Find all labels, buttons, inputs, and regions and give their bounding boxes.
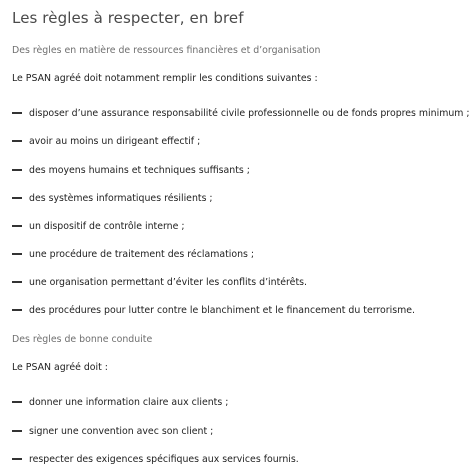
list-item-text: une organisation permettant d’éviter les conflits d’intérêts. bbox=[29, 276, 307, 288]
list-item bbox=[12, 191, 213, 205]
list-item bbox=[12, 134, 200, 148]
list-item-text: des procédures pour lutter contre le blanchiment et le financement du terrorisme. bbox=[29, 304, 416, 316]
list-item bbox=[12, 275, 307, 289]
list-item bbox=[12, 395, 228, 409]
dash-bullet-icon bbox=[12, 140, 22, 141]
list-item bbox=[12, 424, 213, 438]
list-item-text: une procédure de traitement des réclamations ; bbox=[29, 248, 255, 260]
section-heading-conduct: Des règles de bonne conduite bbox=[12, 334, 153, 345]
dash-bullet-icon bbox=[12, 309, 22, 310]
list-item bbox=[12, 163, 250, 177]
section-heading-financial: Des règles en matière de ressources financières et d’organisation bbox=[12, 45, 321, 56]
dash-bullet-icon bbox=[12, 430, 22, 431]
list-item-text: des systèmes informatiques résilients ; bbox=[29, 192, 213, 204]
dash-bullet-icon bbox=[12, 225, 22, 226]
dash-bullet-icon bbox=[12, 169, 22, 170]
list-item bbox=[12, 106, 470, 120]
list-item bbox=[12, 303, 415, 317]
list-item-text: un dispositif de contrôle interne ; bbox=[29, 220, 185, 232]
page-title: Les règles à respecter, en bref bbox=[12, 9, 244, 27]
dash-bullet-icon bbox=[12, 458, 22, 459]
list-item-text: avoir au moins un dirigeant effectif ; bbox=[29, 135, 201, 147]
list-item bbox=[12, 247, 254, 261]
dash-bullet-icon bbox=[12, 401, 22, 402]
list-item-text: donner une information claire aux clients ; bbox=[29, 396, 229, 408]
list-item bbox=[12, 452, 299, 466]
section-intro-financial: Le PSAN agréé doit notamment remplir les conditions suivantes : bbox=[12, 73, 318, 84]
list-item-text: respecter des exigences spécifiques aux services fournis. bbox=[29, 453, 299, 465]
dash-bullet-icon bbox=[12, 281, 22, 282]
dash-bullet-icon bbox=[12, 112, 22, 113]
section-intro-conduct: Le PSAN agréé doit : bbox=[12, 362, 108, 373]
list-item-text: disposer d’une assurance responsabilité civile professionnelle ou de fonds propres minimum ; bbox=[29, 107, 470, 119]
list-item-text: signer une convention avec son client ; bbox=[29, 425, 214, 437]
list-item-text: des moyens humains et techniques suffisants ; bbox=[29, 164, 250, 176]
dash-bullet-icon bbox=[12, 197, 22, 198]
dash-bullet-icon bbox=[12, 253, 22, 254]
list-item bbox=[12, 219, 185, 233]
